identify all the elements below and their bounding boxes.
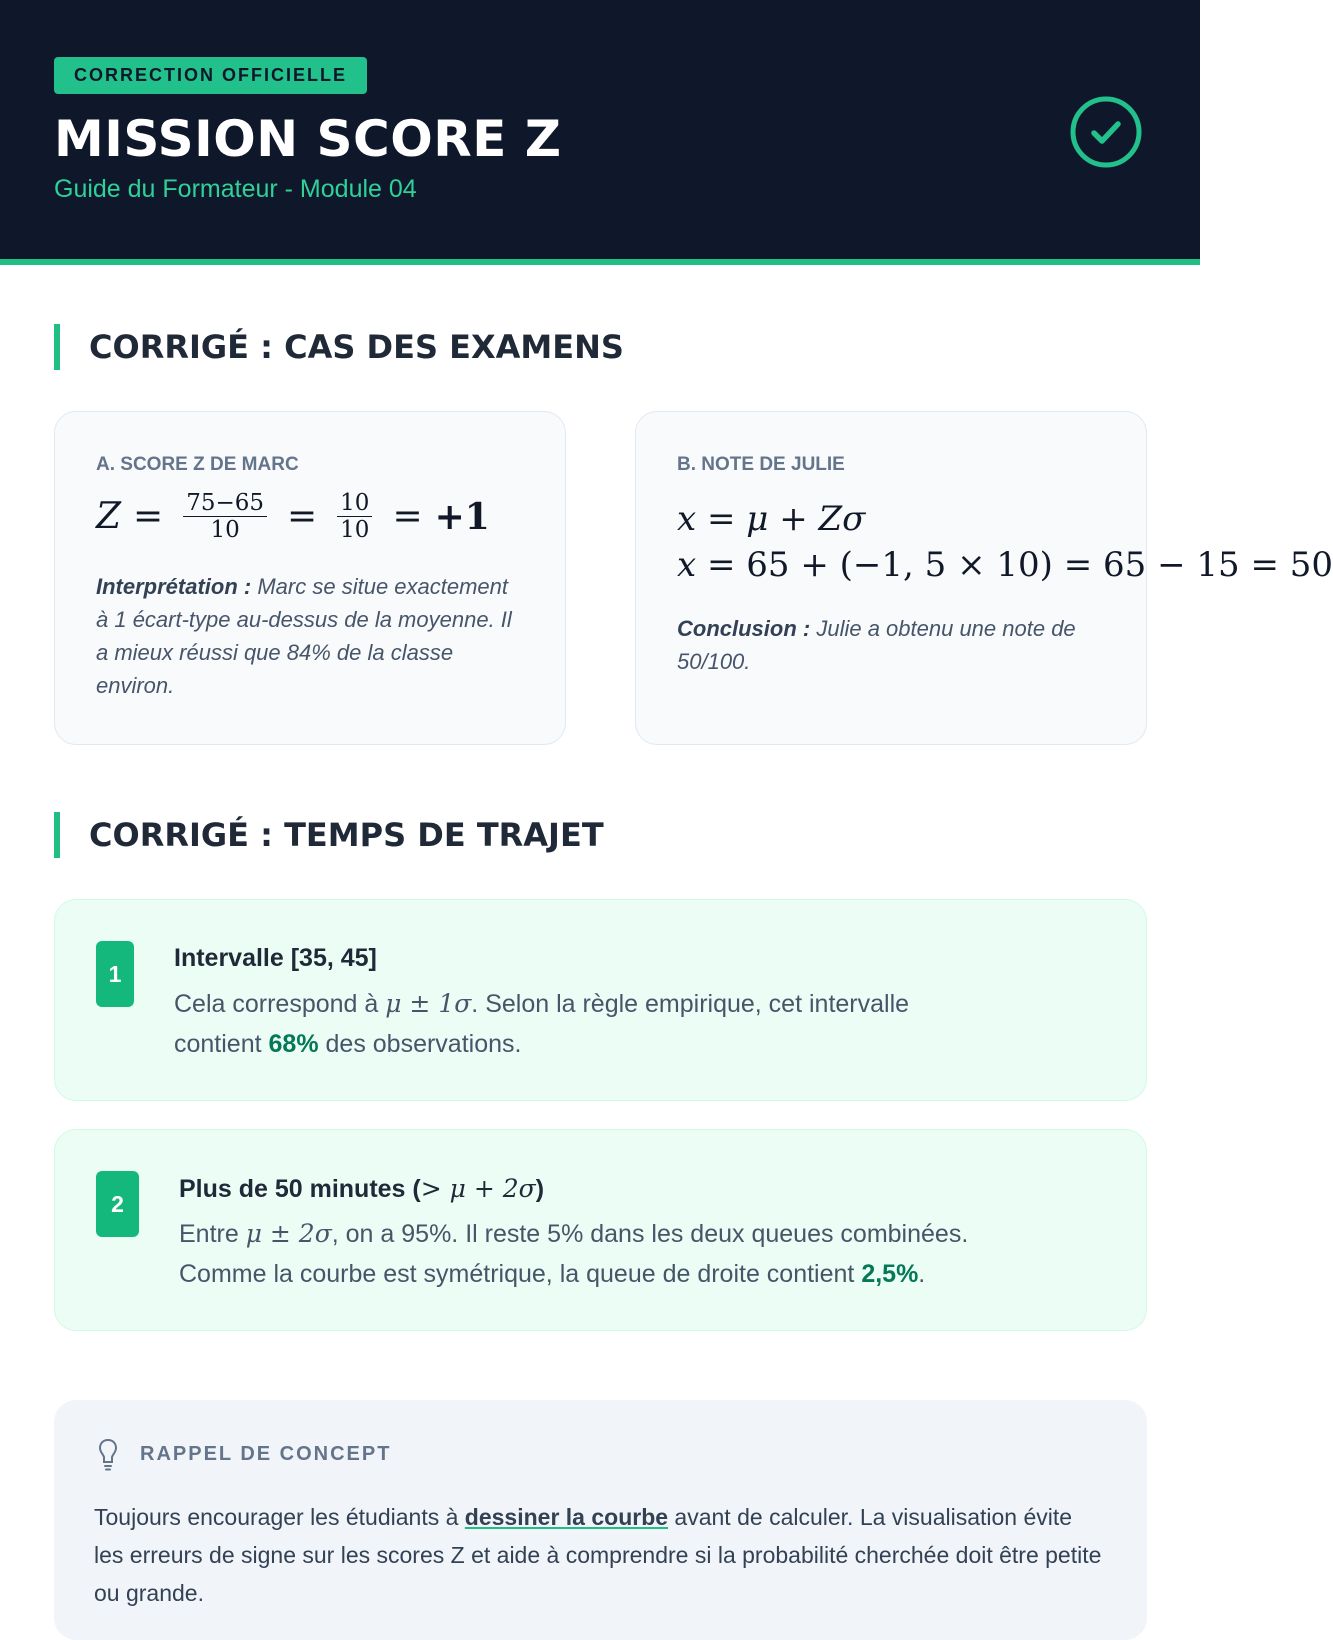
page-subtitle: Guide du Formateur - Module 04	[54, 175, 417, 203]
section-title-trajet: CORRIGÉ : TEMPS DE TRAJET	[54, 812, 604, 858]
correction-badge: CORRECTION OFFICIELLE	[54, 57, 367, 94]
conclusion-text: Conclusion : Julie a obtenu une note de 50/100.	[677, 616, 1076, 674]
card-label: B. NOTE DE JULIE	[677, 454, 845, 475]
section-title-exams: CORRIGÉ : CAS DES EXAMENS	[54, 324, 624, 370]
note-formula	[677, 496, 1333, 588]
card-note-julie	[635, 411, 1333, 745]
z-score-formula: Z = $\frac{75-65}{10}$ = $\frac{10}{10}$ = +1	[96, 490, 490, 544]
step-math: μ ± 2σ	[245, 1219, 332, 1248]
step-number: 2	[96, 1171, 139, 1237]
concept-emphasis: dessiner la courbe	[464, 1504, 669, 1530]
step-highlight: 68%	[268, 1030, 319, 1058]
step-math: μ ± 1σ	[385, 989, 472, 1018]
step-card-1	[54, 899, 1147, 1101]
concept-title: RAPPEL DE CONCEPT	[140, 1443, 392, 1465]
page-title: MISSION SCORE Z	[54, 110, 562, 168]
step-body: Entre μ ± 2σ, on a 95%. Il reste 5% dans les deux queues combinées. Comme la courbe est symétrique, la queue de droite contient 2,5%.	[179, 1219, 969, 1288]
step-title: Intervalle [35, 45]	[174, 944, 377, 972]
check-circle-icon	[1069, 95, 1143, 169]
conclusion-label: Conclusion :	[677, 616, 811, 641]
card-label: A. SCORE Z DE MARC	[96, 454, 299, 475]
card-score-marc	[54, 411, 566, 745]
concept-reminder	[54, 1400, 1147, 1640]
formula-line-1: x = μ + Zσ	[677, 499, 866, 539]
step-number: 1	[96, 941, 134, 1007]
lightbulb-icon	[98, 1438, 118, 1472]
step-highlight: 2,5%	[861, 1260, 919, 1288]
interpretation-text: Interprétation : Marc se situe exactement à 1 écart-type au-dessus de la moyenne. Il a mieux réussi que 84% de la classe environ.	[96, 574, 512, 698]
step-card-2	[54, 1129, 1147, 1331]
formula-line-2: x = 65 + (−1, 5 × 10) = 65 − 15 = 50	[677, 545, 1333, 585]
interpretation-label: Interprétation :	[96, 574, 252, 599]
page-header	[0, 0, 1200, 265]
step-body: Cela correspond à μ ± 1σ. Selon la règle empirique, cet intervalle contient 68% des observations.	[174, 989, 910, 1058]
concept-text: Toujours encourager les étudiants à dessiner la courbe avant de calculer. La visualisation évite les erreurs de signe sur les scores Z et aide à comprendre si la probabilité cherchée doit être petite ou grande.	[94, 1504, 1102, 1606]
step-title: Plus de 50 minutes (> μ + 2σ)	[179, 1174, 545, 1203]
